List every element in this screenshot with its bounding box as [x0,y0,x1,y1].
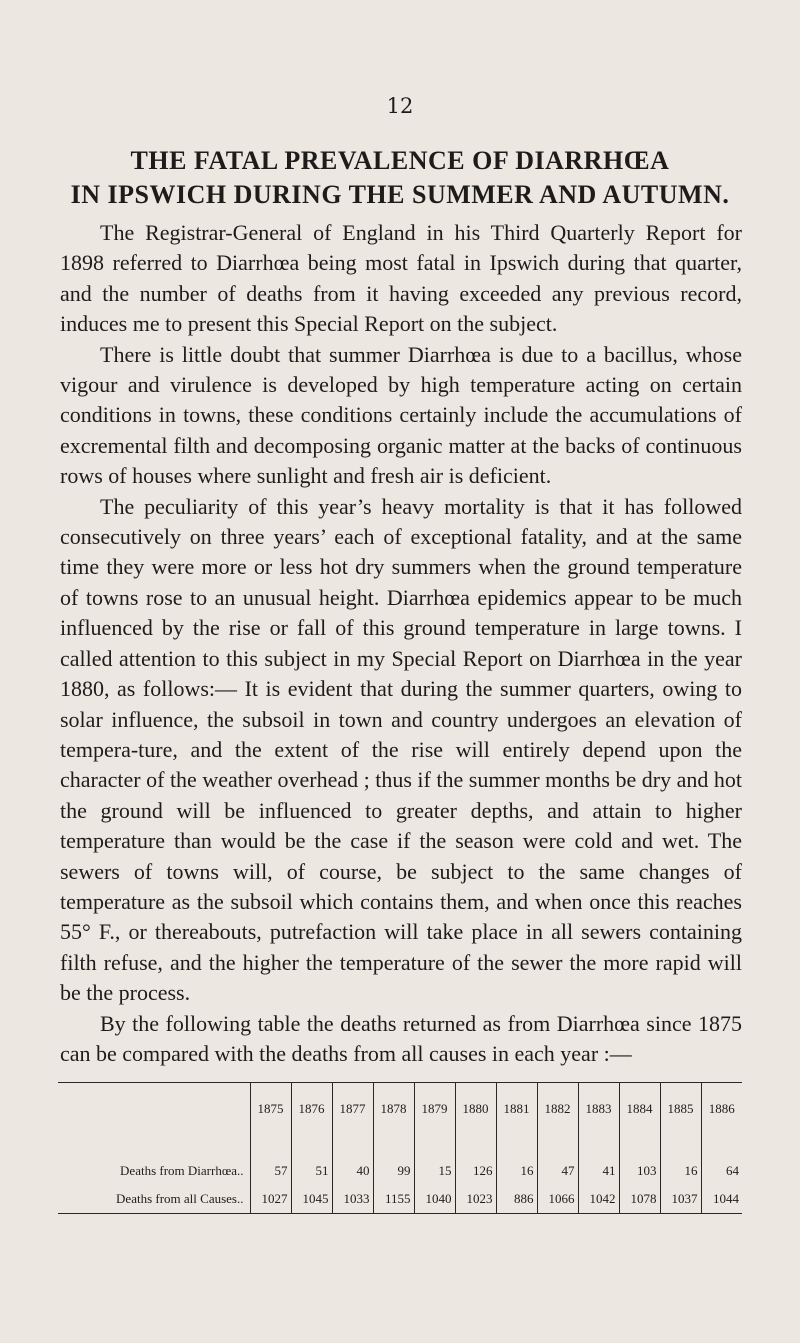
year-header: 1879 [414,1083,455,1136]
year-header: 1877 [332,1083,373,1136]
deaths-table-container [58,1082,742,1214]
table-row-diarrhoea [58,1157,742,1185]
paragraph-3: The peculiarity of this year’s heavy mortality is that it has followed consecutively on three years’ each of exceptional fatality, and at the same time they were more or less hot dry summers when the ground temperature of towns rose to an unusual height. Diarrhœa epidemics appear to be much influenced by the rise or fall of this ground temperature in large towns. I called attention to this subject in my Special Report on Diarrhœa in the year 1880, as follows:— It is evident that during the summer quarters, owing to solar influence, the subsoil in town and country undergoes an elevation of tempera-ture, and the extent of the rise will entirely depend upon the character of the weather overhead ; thus if the summer months be dry and hot the ground will be influenced to greater depths, and attain to higher temperature than would be the case if the season were cold and wet. The sewers of towns will, of course, be subject to the same changes of temperature as the subsoil which contains them, and when once this reaches 55° F., or thereabouts, putrefaction will take place in all sewers containing filth refuse, and the higher the temperature of the sewer the more rapid will be the process. [60,493,742,1006]
table-cell: 1033 [332,1185,373,1214]
table-cell: 99 [373,1157,414,1185]
year-header: 1878 [373,1083,414,1136]
body-text [60,218,742,1069]
table-cell: 1045 [291,1185,332,1214]
table-cell: 886 [496,1185,537,1214]
year-header: 1883 [578,1083,619,1136]
table-cell: 126 [455,1157,496,1185]
year-header-row [58,1083,742,1136]
table-row-all-causes [58,1185,742,1214]
table-cell: 64 [701,1157,742,1185]
title-line-2: IN IPSWICH DURING THE SUMMER AND AUTUMN. [70,180,730,209]
title-line-1: THE FATAL PREVALENCE OF DIARRHŒA [130,146,670,175]
deaths-table [58,1082,742,1214]
table-cell: 1037 [660,1185,701,1214]
year-header: 1886 [701,1083,742,1136]
row-label: Deaths from Diarrhœa.. [120,1163,244,1178]
table-cell: 1044 [701,1185,742,1214]
table-cell: 15 [414,1157,455,1185]
table-cell: 1066 [537,1185,578,1214]
year-header: 1881 [496,1083,537,1136]
table-cell: 47 [537,1157,578,1185]
table-cell: 103 [619,1157,660,1185]
table-cell: 40 [332,1157,373,1185]
paragraph-2: There is little doubt that summer Diarrhœa is due to a bacillus, whose vigour and virulence is developed by high temperature acting on certain conditions in towns, these conditions certainly include the accumulations of excremental filth and decomposing organic matter at the backs of continuous rows of houses where sunlight and fresh air is deficient. [60,341,742,489]
row-label: Deaths from all Causes.. [58,1185,250,1214]
table-cell: 1078 [619,1185,660,1214]
paragraph-4: By the following table the deaths returned as from Diarrhœa since 1875 can be compared with the deaths from all causes in each year :— [60,1010,742,1066]
year-header: 1875 [250,1083,291,1136]
year-header: 1884 [619,1083,660,1136]
header-rule-row [58,1135,742,1157]
year-header: 1882 [537,1083,578,1136]
table-cell: 57 [250,1157,291,1185]
table-cell: 1023 [455,1185,496,1214]
page-number: 12 [386,94,414,118]
year-header: 1876 [291,1083,332,1136]
table-cell: 41 [578,1157,619,1185]
table-cell: 16 [496,1157,537,1185]
year-header: 1885 [660,1083,701,1136]
table-cell: 51 [291,1157,332,1185]
table-cell: 1042 [578,1185,619,1214]
table-cell: 1040 [414,1185,455,1214]
table-cell: 1027 [250,1185,291,1214]
table-corner [58,1083,250,1136]
paragraph-1: The Registrar-General of England in his Third Quarterly Report for 1898 referred to Diarrhœa being most fatal in Ipswich during that quarter, and the number of deaths from it having exceeded any previous record, induces me to present this Special Report on the subject. [60,220,742,337]
year-header: 1880 [455,1083,496,1136]
table-cell: 1155 [373,1185,414,1214]
table-cell: 16 [660,1157,701,1185]
